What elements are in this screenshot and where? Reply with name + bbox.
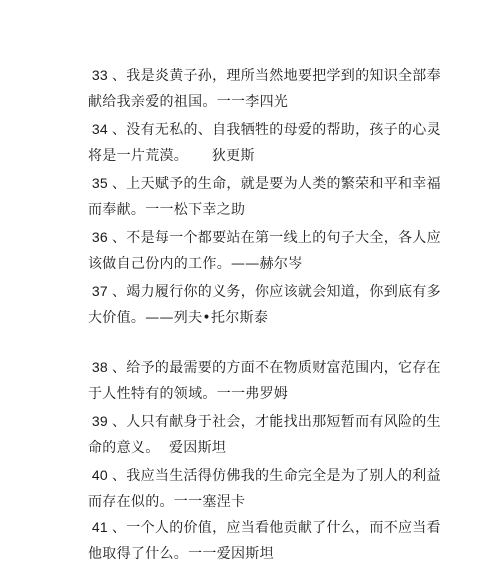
quote-text: 、我应当生活得仿佛我的生命完全是为了别人的利益 [112,468,441,484]
quote-number: 39 [91,413,108,429]
quote-number: 37 [91,283,108,299]
quote-line-first [70,462,440,489]
quote-line-cont: 于人性特有的领域。一一弗罗姆 [88,386,289,402]
quote-number: 41 [91,519,108,535]
quote-line-first [70,514,440,541]
quote-line-first [70,278,440,305]
quote-text: 、没有无私的、自我牺牲的母爱的帮助，孩子的心灵 [112,122,441,138]
quote-line-cont: 该做自己份内的工作。——赫尔岑 [88,256,303,272]
quote-text: 、人只有献身于社会，才能找出那短暂而有风险的生 [112,414,441,430]
quote-line-cont: 命的意义。 爱因斯坦 [88,440,227,456]
quote-line-cont: 大价值。——列夫•托尔斯泰 [88,310,269,326]
quote-number: 34 [91,121,108,137]
quote-line-first [70,116,440,143]
quote-line-cont: 将是一片荒漠。 狄更斯 [88,148,255,164]
quote-line-first [70,354,440,381]
quote-36 [70,224,440,278]
quote-text: 、给予的最需要的方面不在物质财富范围内，它存在 [112,360,441,376]
quote-33 [70,62,440,116]
quote-37 [70,278,440,332]
quote-number: 35 [91,175,108,191]
quote-number: 40 [91,467,108,483]
quote-text: 、竭力履行你的义务，你应该就会知道，你到底有多 [112,284,441,300]
quote-line-first [70,408,440,435]
quote-text: 、一个人的价值，应当看他贡献了什么，而不应当看 [112,520,441,536]
quote-number: 36 [91,229,108,245]
quote-line-first [70,62,440,89]
quote-line-cont: 而奉献。一一松下幸之助 [88,202,246,218]
quote-41 [70,514,440,568]
quote-text: 、上天赋予的生命，就是要为人类的繁荣和平和幸福 [112,176,441,192]
quote-text: 、我是炎黄子孙，理所当然地要把学到的知识全部奉 [112,68,441,84]
quote-35 [70,170,440,224]
quote-text: 、不是每一个都要站在第一线上的句子大全，各人应 [112,230,441,246]
quote-line-cont: 而存在似的。一一塞涅卡 [88,494,246,510]
quote-38 [70,354,440,408]
quote-number: 38 [91,359,108,375]
quote-line-cont: 献给我亲爱的祖国。一一李四光 [88,94,289,110]
quote-line-first [70,224,440,251]
quote-line-first [70,170,440,197]
quote-number: 33 [91,67,108,83]
quote-line-cont: 他取得了什么。一一爱因斯坦 [88,546,274,562]
quote-39 [70,408,440,462]
quote-34 [70,116,440,170]
quote-40 [70,462,440,516]
